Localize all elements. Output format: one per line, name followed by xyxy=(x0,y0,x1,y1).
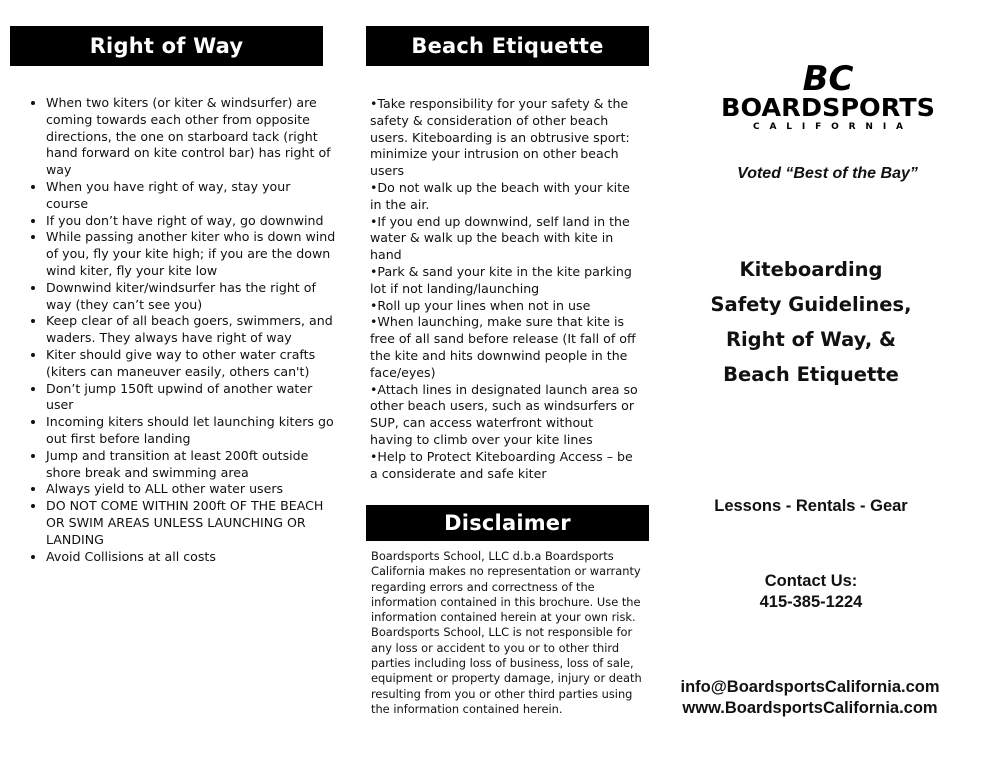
title-line: Kiteboarding xyxy=(739,258,883,281)
list-item: • Kiter should give way to other water crafts (kiters can maneuver easily, others can't) xyxy=(46,347,336,381)
contact-block xyxy=(680,571,942,613)
contact-phone: 415-385-1224 xyxy=(759,593,863,611)
brochure-title xyxy=(680,252,942,392)
list-item: • While passing another kiter who is down wind of you, fly your kite high; if you are the down wind kiter, fly your kite low xyxy=(46,229,336,279)
right-of-way-heading: Right of Way xyxy=(10,26,323,66)
list-item: •Attach lines in designated launch area so other beach users, such as windsurfers or SUP, can access waterfront without having to climb over your kite lines xyxy=(370,381,638,447)
list-item: •If you end up downwind, self land in the water & walk up the beach with kite in hand xyxy=(370,213,630,263)
title-line: Right of Way, & xyxy=(725,328,897,351)
list-item: •Help to Protect Kiteboarding Access – be a considerate and safe kiter xyxy=(370,448,633,481)
beach-etiquette-heading: Beach Etiquette xyxy=(366,26,649,66)
disclaimer-heading: Disclaimer xyxy=(366,505,649,541)
list-item: • Don’t jump 150ft upwind of another water user xyxy=(46,381,336,415)
email-link[interactable]: info@BoardsportsCalifornia.com xyxy=(680,678,940,696)
list-item: • If you don’t have right of way, go downwind xyxy=(46,213,336,230)
list-item: • Always yield to ALL other water users xyxy=(46,481,336,498)
list-item: • Jump and transition at least 200ft outside shore break and swimming area xyxy=(46,448,336,482)
list-item: • Avoid Collisions at all costs xyxy=(46,549,336,566)
title-line: Safety Guidelines, xyxy=(710,293,912,316)
web-contact xyxy=(660,677,960,719)
voted-tagline: Voted “Best of the Bay” xyxy=(737,165,918,182)
right-of-way-list xyxy=(28,95,336,565)
logo-monogram: BC xyxy=(802,59,854,99)
services-line: Lessons - Rentals - Gear xyxy=(714,497,908,515)
website-link[interactable]: www.BoardsportsCalifornia.com xyxy=(682,699,938,717)
logo-subtitle: CALIFORNIA xyxy=(753,122,903,132)
list-item: •Park & sand your kite in the kite parking lot if not landing/launching xyxy=(370,263,632,296)
list-item: • When you have right of way, stay your course xyxy=(46,179,336,213)
list-item: •Roll up your lines when not in use xyxy=(370,297,591,313)
list-item: •Do not walk up the beach with your kite in the air. xyxy=(370,179,630,212)
list-item: • When two kiters (or kiter & windsurfer) are coming towards each other from opposite directions, the one on starboard tack (right hand forward on kite control bar) has right of way xyxy=(46,95,336,179)
beach-etiquette-list xyxy=(370,96,638,482)
boardsports-logo xyxy=(718,58,938,132)
logo-wordmark: BOARDSPORTS xyxy=(721,93,935,122)
list-item: • Incoming kiters should let launching kiters go out first before landing xyxy=(46,414,336,448)
list-item: •Take responsibility for your safety & the safety & consideration of other beach users. Kiteboarding is an obtrusive sport: minimize your intrusion on other beach users xyxy=(370,96,630,179)
list-item: •When launching, make sure that kite is free of all sand before release (It fall of off the kite and hits downwind people in the face/eyes) xyxy=(370,314,636,380)
contact-label: Contact Us: xyxy=(764,572,858,590)
disclaimer-text: Boardsports School, LLC d.b.a Boardsports California makes no representation or warranty regarding errors and correctness of the information contained in this brochure. Use the information contained herein at your own risk. Boardsports School, LLC is not responsible for any loss or accident to you or to other third parties including loss of business, loss of sale, equipment or property damage, injury or death resulting from you or other third parties using the information contained herein. xyxy=(371,549,642,716)
list-item: • Keep clear of all beach goers, swimmers, and waders. They always have right of way xyxy=(46,313,336,347)
list-item: • Downwind kiter/windsurfer has the right of way (they can’t see you) xyxy=(46,280,336,314)
title-line: Beach Etiquette xyxy=(723,363,899,386)
list-item: • DO NOT COME WITHIN 200ft OF THE BEACH OR SWIM AREAS UNLESS LAUNCHING OR LANDING xyxy=(46,498,336,548)
